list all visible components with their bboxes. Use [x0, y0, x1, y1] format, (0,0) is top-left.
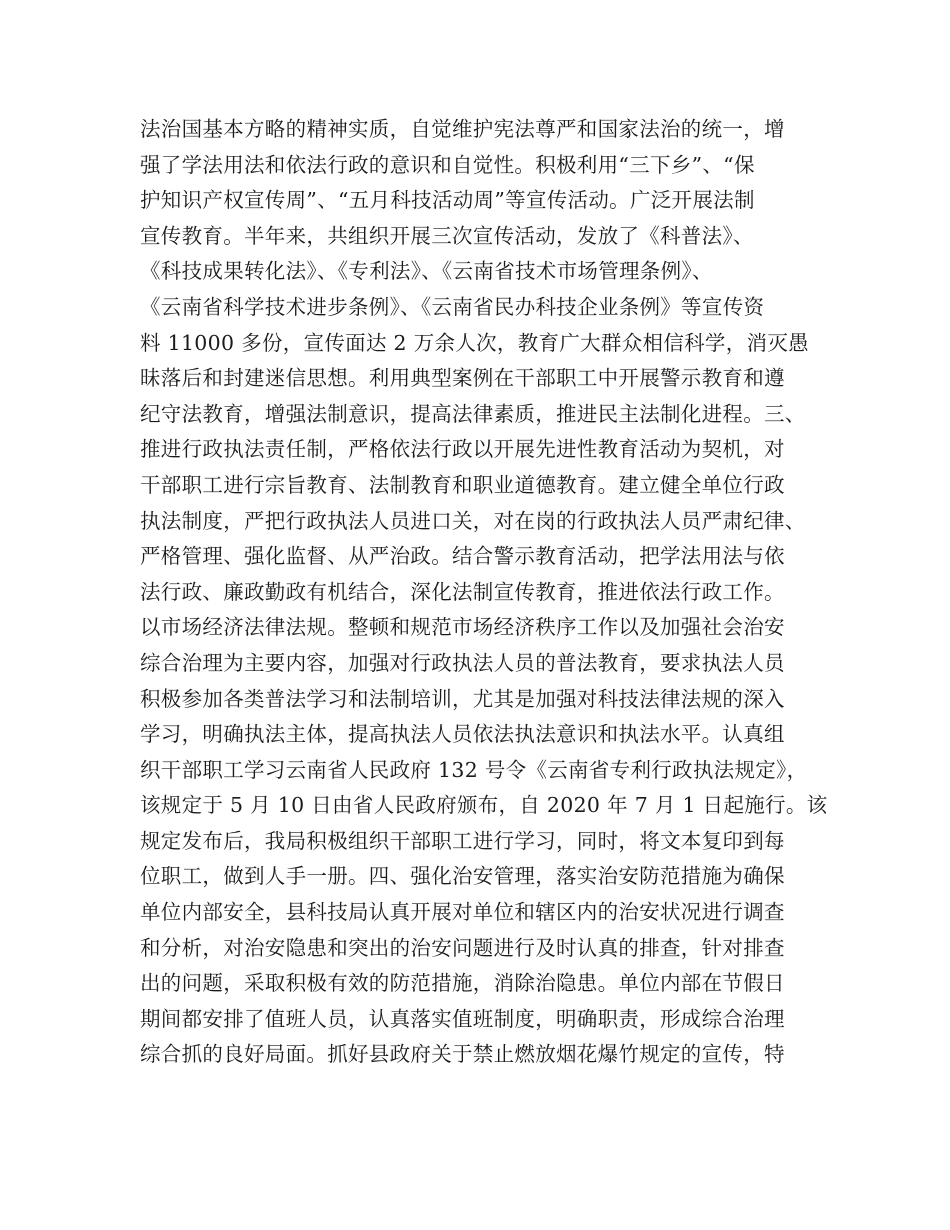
- text-line: 干部职工进行宗旨教育、法制教育和职业道德教育。建立健全单位行政: [140, 472, 785, 497]
- text-line: 该规定于 5 月 10 日由省人民政府颁布，自 2020 年 7 月 1 日起施行。该: [140, 793, 828, 818]
- text-line: 法行政、廉政勤政有机结合，深化法制宣传教育，推进依法行政工作。: [140, 579, 785, 604]
- text-line: 以市场经济法律法规。整顿和规范市场经济秩序工作以及加强社会治安: [140, 615, 785, 640]
- text-line: 期间都安排了值班人员，认真落实值班制度，明确职责，形成综合治理: [140, 1006, 785, 1031]
- text-line: 法治国基本方略的精神实质，自觉维护宪法尊严和国家法治的统一，增: [140, 117, 785, 141]
- text-line: 学习，明确执法主体，提高执法人员依法执法意识和执法水平。认真组: [140, 722, 785, 747]
- text-line: 《科技成果转化法》、《专利法》、《云南省技术市场管理条例》、: [140, 259, 713, 284]
- text-line: 织干部职工学习云南省人民政府 132 号令《云南省专利行政执法规定》，: [140, 757, 808, 782]
- text-line: 积极参加各类普法学习和法制培训，尤其是加强对科技法律法规的深入: [140, 686, 785, 711]
- text-line: 昧落后和封建迷信思想。利用典型案例在干部职工中开展警示教育和遵: [140, 366, 785, 391]
- text-line: 规定发布后，我局积极组织干部职工进行学习，同时，将文本复印到每: [140, 828, 785, 853]
- text-line: 纪守法教育，增强法制意识，提高法律素质，推进民主法制化进程。三、: [140, 401, 806, 426]
- text-line: 《云南省科学技术进步条例》、《云南省民办科技企业条例》等宣传资: [140, 294, 765, 319]
- text-line: 严格管理、强化监督、从严治政。结合警示教育活动，把学法用法与依: [140, 544, 785, 569]
- text-line: 护知识产权宣传周”、“五月科技活动周”等宣传活动。广泛开展法制: [140, 188, 755, 213]
- text-line: 综合治理为主要内容，加强对行政执法人员的普法教育，要求执法人员: [140, 650, 785, 675]
- text-line: 执法制度，严把行政执法人员进口关，对在岗的行政执法人员严肃纪律、: [140, 508, 806, 533]
- text-line: 单位内部安全，县科技局认真开展对单位和辖区内的治安状况进行调查: [140, 900, 785, 925]
- text-line: 综合抓的良好局面。抓好县政府关于禁止燃放烟花爆竹规定的宣传，特: [140, 1042, 785, 1067]
- body-paragraph: [140, 112, 830, 1073]
- text-line: 位职工，做到人手一册。四、强化治安管理，落实治安防范措施为确保: [140, 864, 785, 889]
- text-line: 宣传教育。半年来，共组织开展三次宣传活动，发放了《科普法》、: [140, 223, 754, 248]
- text-line: 强了学法用法和依法行政的意识和自觉性。积极利用“三下乡”、“保: [140, 152, 755, 177]
- text-line: 料 11000 多份，宣传面达 2 万余人次，教育广大群众相信科学，消灭愚: [140, 330, 809, 355]
- text-line: 出的问题，采取积极有效的防范措施，消除治隐患。单位内部在节假日: [140, 971, 785, 996]
- text-line: 推进行政执法责任制，严格依法行政以开展先进性教育活动为契机，对: [140, 437, 785, 462]
- text-line: 和分析，对治安隐患和突出的治安问题进行及时认真的排查，针对排查: [140, 935, 785, 960]
